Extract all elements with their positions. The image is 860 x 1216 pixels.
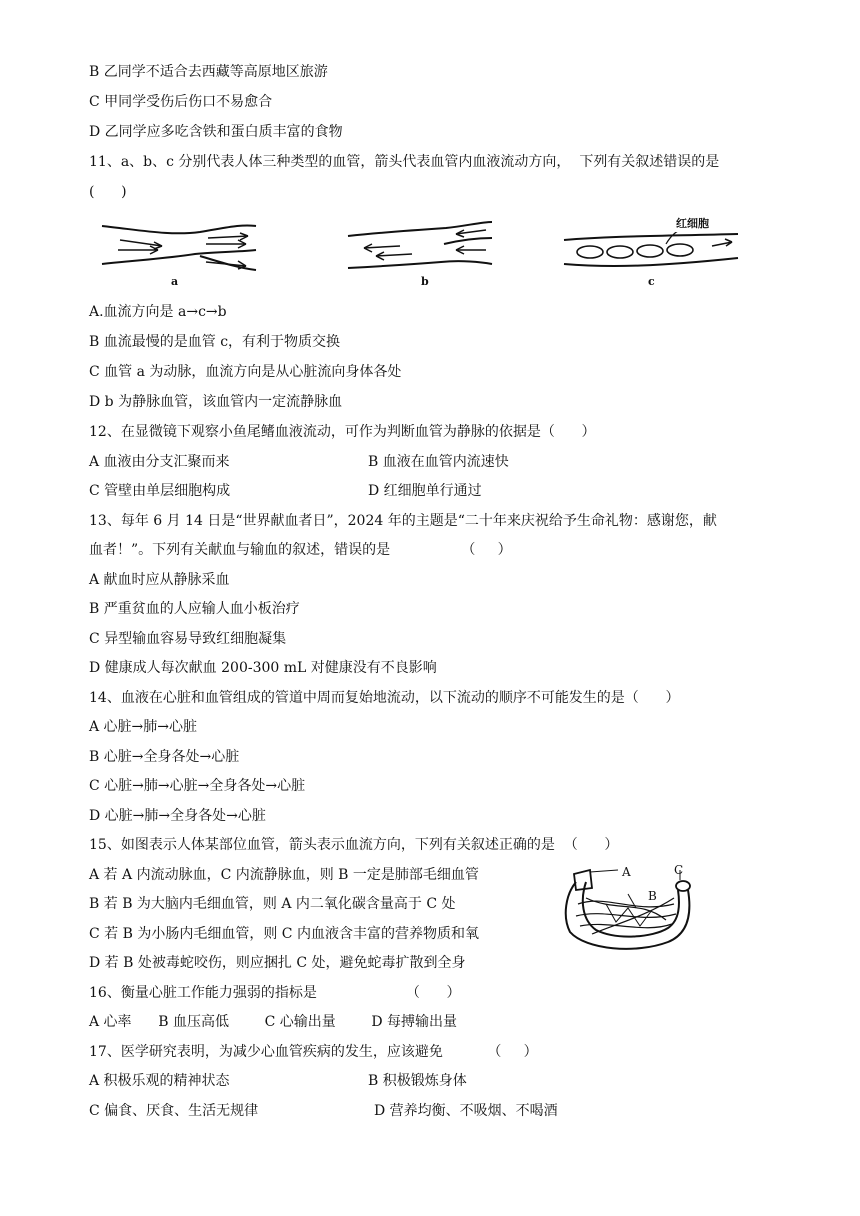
q11-option-c: C 血管 a 为动脉，血流方向是从心脏流向身体各处 — [89, 364, 402, 380]
q13-option-b: B 严重贫血的人应输人血小板治疗 — [89, 601, 300, 617]
red-blood-cell-label: 红细胞 — [676, 217, 709, 230]
q14-stem: 14、血液在心脏和血管组成的管道中周而复始地流动，以下流动的顺序不可能发生的是（ ） — [89, 690, 680, 706]
q14-option-c: C 心脏→肺→心脏→全身各处→心脏 — [89, 778, 306, 794]
q15-option-a: A 若 A 内流动脉血，C 内流静脉血，则 B 一定是肺部毛细血管 — [89, 867, 479, 883]
q10-option-d: D 乙同学应多吃含铁和蛋白质丰富的食物 — [89, 124, 343, 140]
q10-option-b: B 乙同学不适合去西藏等高原地区旅游 — [89, 64, 328, 80]
q15-option-c: C 若 B 为小肠内毛细血管，则 C 内血液含丰富的营养物质和氧 — [89, 926, 479, 942]
q10-option-c: C 甲同学受伤后伤口不易愈合 — [89, 94, 273, 110]
vessel-figure-b-label: b — [421, 275, 429, 288]
q13-option-d: D 健康成人每次献血 200-300 mL 对健康没有不良影响 — [89, 660, 437, 676]
q12-option-b: B 血液在血管内流速快 — [368, 454, 509, 470]
q17-option-d: D 营养均衡、不吸烟、不喝酒 — [374, 1103, 558, 1119]
q17-option-a: A 积极乐观的精神状态 — [89, 1073, 230, 1089]
q11-option-a: A.血流方向是 a→c→b — [89, 304, 227, 320]
q17-option-c: C 偏食、厌食、生活无规律 — [89, 1103, 259, 1119]
q16-options: A 心率 B 血压高低 C 心输出量 D 每搏输出量 — [89, 1014, 458, 1030]
vessel-figure-a — [100, 218, 260, 290]
q13-option-c: C 异型输血容易导致红细胞凝集 — [89, 631, 287, 647]
q13-stem-line2: 血者！”。下列有关献血与输血的叙述，错误的是 （ ） — [89, 542, 512, 558]
vessel-figure-c — [562, 232, 742, 274]
q11-option-d: D b 为静脉血管，该血管内一定流静脉血 — [89, 394, 343, 410]
q14-option-d: D 心脏→肺→全身各处→心脏 — [89, 808, 266, 824]
q12-stem: 12、在显微镜下观察小鱼尾鳍血液流动，可作为判断血管为静脉的依据是（ ） — [89, 424, 596, 440]
q13-stem-line1: 13、每年 6 月 14 日是“世界献血者日”，2024 年的主题是“二十年来庆祝给予生命礼物：感谢您，献 — [89, 513, 717, 529]
vessel-figure-b — [346, 218, 496, 280]
q11-stem-line2: ( ) — [89, 184, 127, 200]
q13-option-a: A 献血时应从静脉采血 — [89, 572, 230, 588]
vessel-figure-a-label: a — [171, 275, 179, 288]
q15-option-d: D 若 B 处被毒蛇咬伤，则应捆扎 C 处，避免蛇毒扩散到全身 — [89, 955, 466, 971]
q14-option-b: B 心脏→全身各处→心脏 — [89, 749, 240, 765]
q14-option-a: A 心脏→肺→心脏 — [89, 719, 198, 735]
capillary-network-figure — [556, 864, 706, 956]
figure-label-b: B — [648, 889, 657, 903]
q15-stem: 15、如图表示人体某部位血管，箭头表示血流方向，下列有关叙述正确的是 （ ） — [89, 837, 619, 853]
figure-label-a: A — [622, 865, 631, 879]
vessel-figure-c-label: c — [648, 275, 655, 288]
q17-option-b: B 积极锻炼身体 — [368, 1073, 467, 1089]
q11-option-b: B 血流最慢的是血管 c，有利于物质交换 — [89, 334, 341, 350]
q16-stem: 16、衡量心脏工作能力强弱的指标是 （ ） — [89, 985, 461, 1001]
q11-stem-line1: 11、a、b、c 分别代表人体三种类型的血管，箭头代表血管内血液流动方向， 下列有关叙述错误的是 — [89, 154, 720, 170]
q17-stem: 17、医学研究表明，为减少心血管疾病的发生，应该避免 （ ） — [89, 1044, 538, 1060]
figure-label-c: C — [674, 863, 684, 877]
q12-option-c: C 管壁由单层细胞构成 — [89, 483, 231, 499]
q12-option-a: A 血液由分支汇聚而来 — [89, 454, 230, 470]
q12-option-d: D 红细胞单行通过 — [368, 483, 482, 499]
q15-option-b: B 若 B 为大脑内毛细血管，则 A 内二氧化碳含量高于 C 处 — [89, 896, 456, 912]
